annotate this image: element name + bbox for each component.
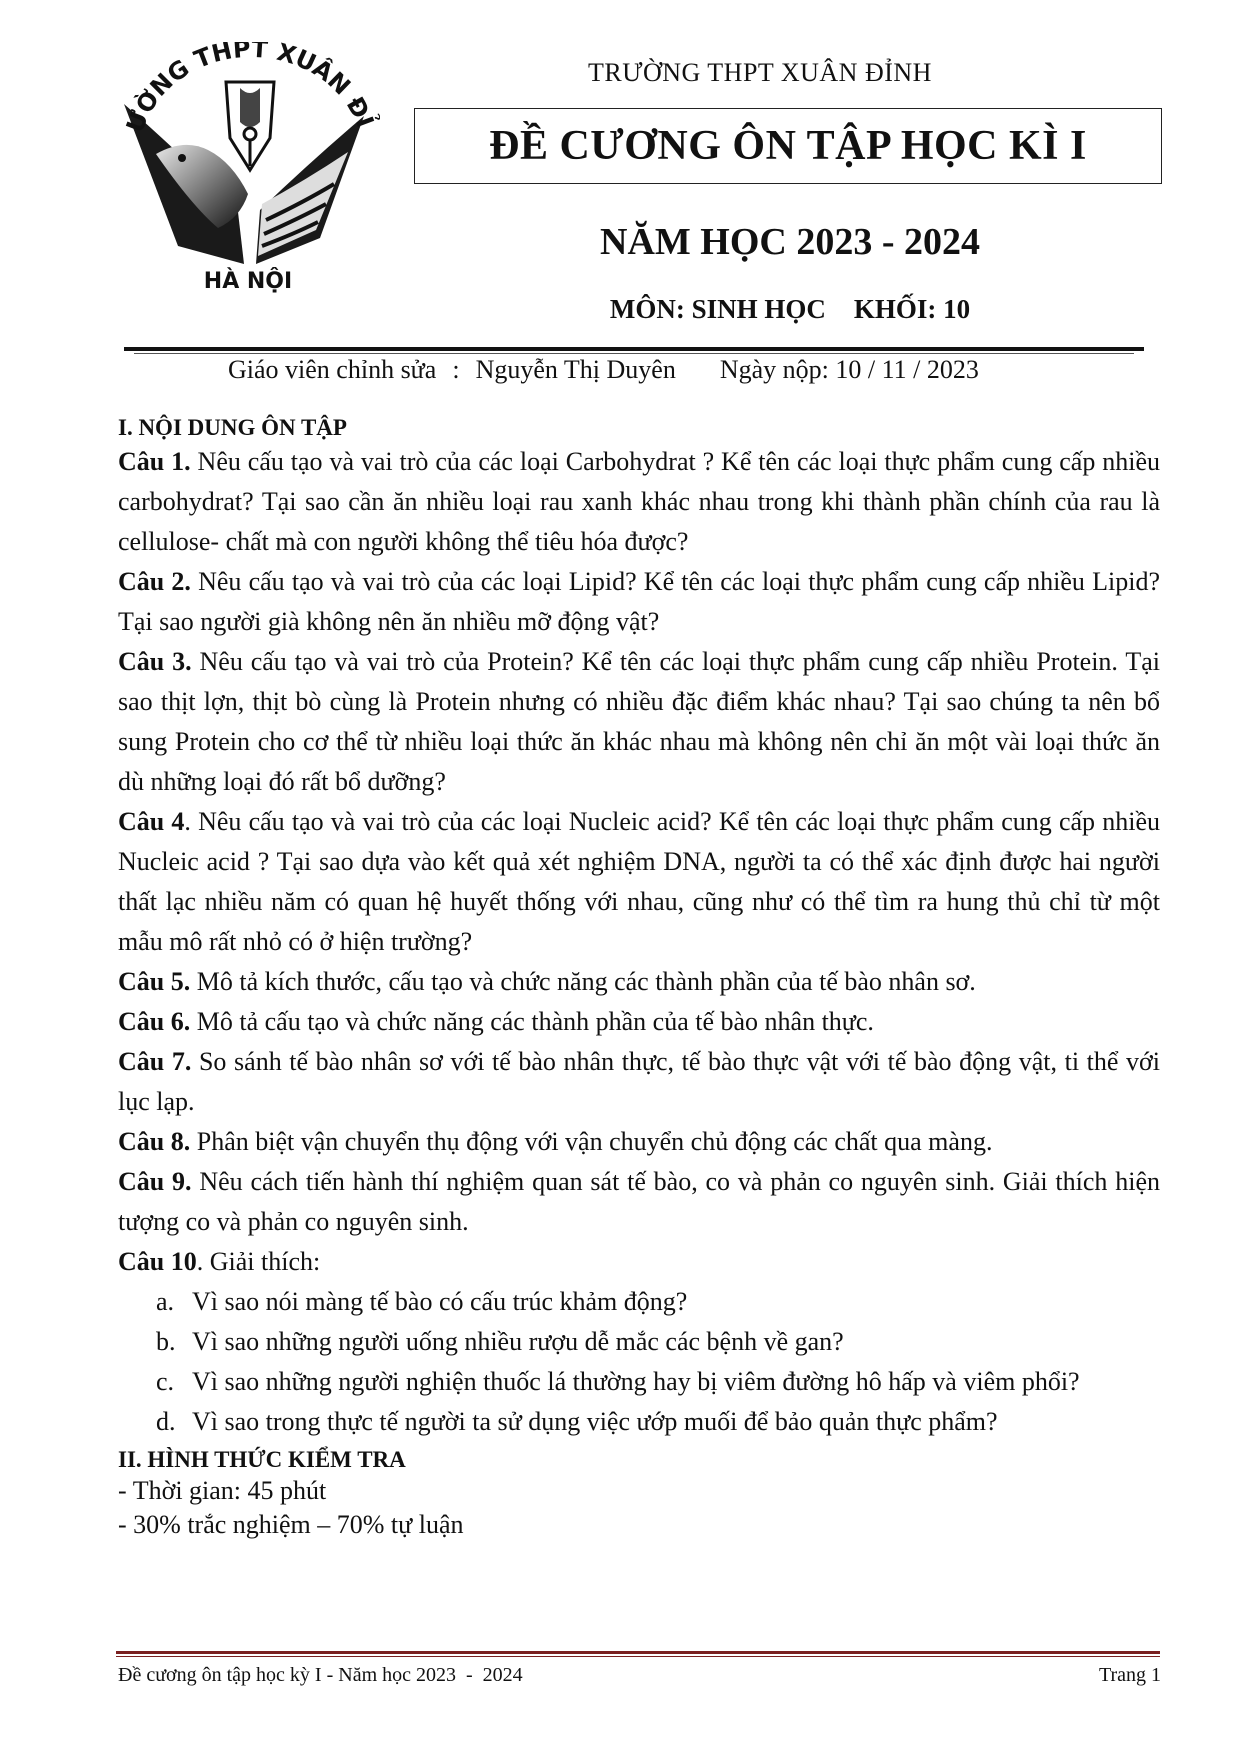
list-item [118, 1362, 1160, 1402]
teacher-label: Giáo viên chỉnh sửa [228, 355, 437, 384]
document-title: ĐỀ CƯƠNG ÔN TẬP HỌC KÌ I [489, 123, 1087, 169]
footer-divider [116, 1651, 1160, 1654]
logo-arc-text: ƯỜNG THPT XUÂN ĐỈ [120, 42, 380, 137]
question-1 [118, 442, 1160, 562]
question-10-subitems [118, 1282, 1160, 1442]
list-item-text: Vì sao những người uống nhiều rượu dễ mắc các bệnh về gan? [192, 1327, 844, 1356]
list-marker: b. [156, 1327, 176, 1356]
teacher-separator: : [452, 355, 460, 384]
question-3 [118, 642, 1160, 802]
submit-date: Ngày nộp: 10 / 11 / 2023 [719, 355, 979, 384]
question-8 [118, 1122, 1160, 1162]
list-marker: a. [156, 1287, 175, 1316]
grade: KHỐI: 10 [853, 294, 971, 324]
section-heading-1: I. NỘI DUNG ÔN TẬP [118, 415, 347, 440]
question-text: Nêu cách tiến hành thí nghiệm quan sát tế bào, co và phản co nguyên sinh. Giải thích hiện tượng co và phản co nguyên sinh. [118, 1167, 1160, 1236]
question-label: Câu 1. [118, 447, 191, 476]
question-5 [118, 962, 1160, 1002]
question-text: Nêu cấu tạo và vai trò của các loại Carbohydrat ? Kể tên các loại thực phẩm cung cấp nhiều carbohydrat? Tại sao cần ăn nhiều loại rau xanh khác nhau trong khi thành phần chính của rau là cellulose- chất mà con người không thể tiêu hóa được? [118, 447, 1160, 556]
question-2 [118, 562, 1160, 642]
question-label: Câu 9. [118, 1167, 192, 1196]
question-label: Câu 5. [118, 967, 191, 996]
header-divider [124, 347, 1144, 351]
document-body [118, 414, 1160, 1542]
question-text: Phân biệt vận chuyển thụ động với vận chuyển chủ động các chất qua màng. [190, 1127, 993, 1156]
list-item-text: Vì sao nói màng tế bào có cấu trúc khảm động? [192, 1287, 688, 1316]
school-name: TRƯỜNG THPT XUÂN ĐỈNH [588, 58, 932, 87]
question-text: . Giải thích: [196, 1247, 321, 1276]
question-text: Nêu cấu tạo và vai trò của các loại Lipid? Kể tên các loại thực phẩm cung cấp nhiều Lipid? Tại sao người già không nên ăn nhiều mỡ động vật? [118, 567, 1160, 636]
list-marker: c. [156, 1367, 175, 1396]
teacher-row [228, 355, 979, 385]
list-item [118, 1282, 1160, 1322]
question-label: Câu 6. [118, 1007, 191, 1036]
question-text: Mô tả kích thước, cấu tạo và chức năng các thành phần của tế bào nhân sơ. [190, 967, 976, 996]
list-item-text: Vì sao những người nghiện thuốc lá thường hay bị viêm đường hô hấp và viêm phổi? [192, 1367, 1080, 1396]
question-label: Câu 8. [118, 1127, 191, 1156]
question-4 [118, 802, 1160, 962]
footer-title: Đề cương ôn tập học kỳ I - Năm học 2023 - 2024 [118, 1664, 523, 1686]
subject-line [420, 294, 1160, 325]
question-text: . Nêu cấu tạo và vai trò của các loại Nucleic acid? Kể tên các loại thực phẩm cung cấp nhiều Nucleic acid ? Tại sao dựa vào kết quả xét nghiệm DNA, người ta có thể xác định được hai người thất lạc nhiều năm có quan hệ huyết thống với nhau, cũng như có thể tìm ra hung thủ chỉ từ một mẫu mô rất nhỏ có ở hiện trường? [118, 807, 1160, 956]
exam-duration: - Thời gian: 45 phút [118, 1476, 327, 1505]
question-10 [118, 1242, 1160, 1282]
teacher-name: Nguyễn Thị Duyên [475, 355, 676, 384]
question-6 [118, 1002, 1160, 1042]
page-number: Trang 1 [1098, 1664, 1161, 1686]
question-text: Nêu cấu tạo và vai trò của Protein? Kể tên các loại thực phẩm cung cấp nhiều Protein. Tại sao thịt lợn, thịt bò cùng là Protein nhưng có nhiều đặc điểm khác nhau? Tại sao chúng ta nên bổ sung Protein cho cơ thể từ nhiều loại thức ăn khác nhau mà không nên chỉ ăn một vài loại thức ăn dù những loại đó rất bổ dưỡng? [118, 647, 1160, 796]
question-9 [118, 1162, 1160, 1242]
exam-format: - 30% trắc nghiệm – 70% tự luận [118, 1510, 464, 1539]
subject: MÔN: SINH HỌC [609, 294, 826, 324]
question-text: Mô tả cấu tạo và chức năng các thành phần của tế bào nhân thực. [190, 1007, 874, 1036]
question-label: Câu 4 [118, 807, 185, 836]
title-box [414, 108, 1162, 184]
school-logo [120, 42, 380, 300]
list-item-text: Vì sao trong thực tế người ta sử dụng việc ướp muối để bảo quản thực phẩm? [192, 1407, 998, 1436]
question-label: Câu 7. [118, 1047, 192, 1076]
question-text: So sánh tế bào nhân sơ với tế bào nhân thực, tế bào thực vật với tế bào động vật, ti thể với lục lạp. [118, 1047, 1160, 1116]
list-item [118, 1402, 1160, 1442]
list-item [118, 1322, 1160, 1362]
school-logo-emblem [120, 42, 380, 300]
header-divider-thin [134, 353, 1134, 354]
question-7 [118, 1042, 1160, 1122]
school-year: NĂM HỌC 2023 - 2024 [600, 221, 980, 263]
question-label: Câu 3. [118, 647, 192, 676]
section-heading-2: II. HÌNH THỨC KIỂM TRA [118, 1447, 406, 1472]
question-label: Câu 2. [118, 567, 191, 596]
list-marker: d. [156, 1407, 176, 1436]
footer-divider-thin [116, 1656, 1160, 1657]
question-label: Câu 10 [118, 1247, 197, 1276]
logo-bottom-text: HÀ NỘI [203, 269, 293, 294]
